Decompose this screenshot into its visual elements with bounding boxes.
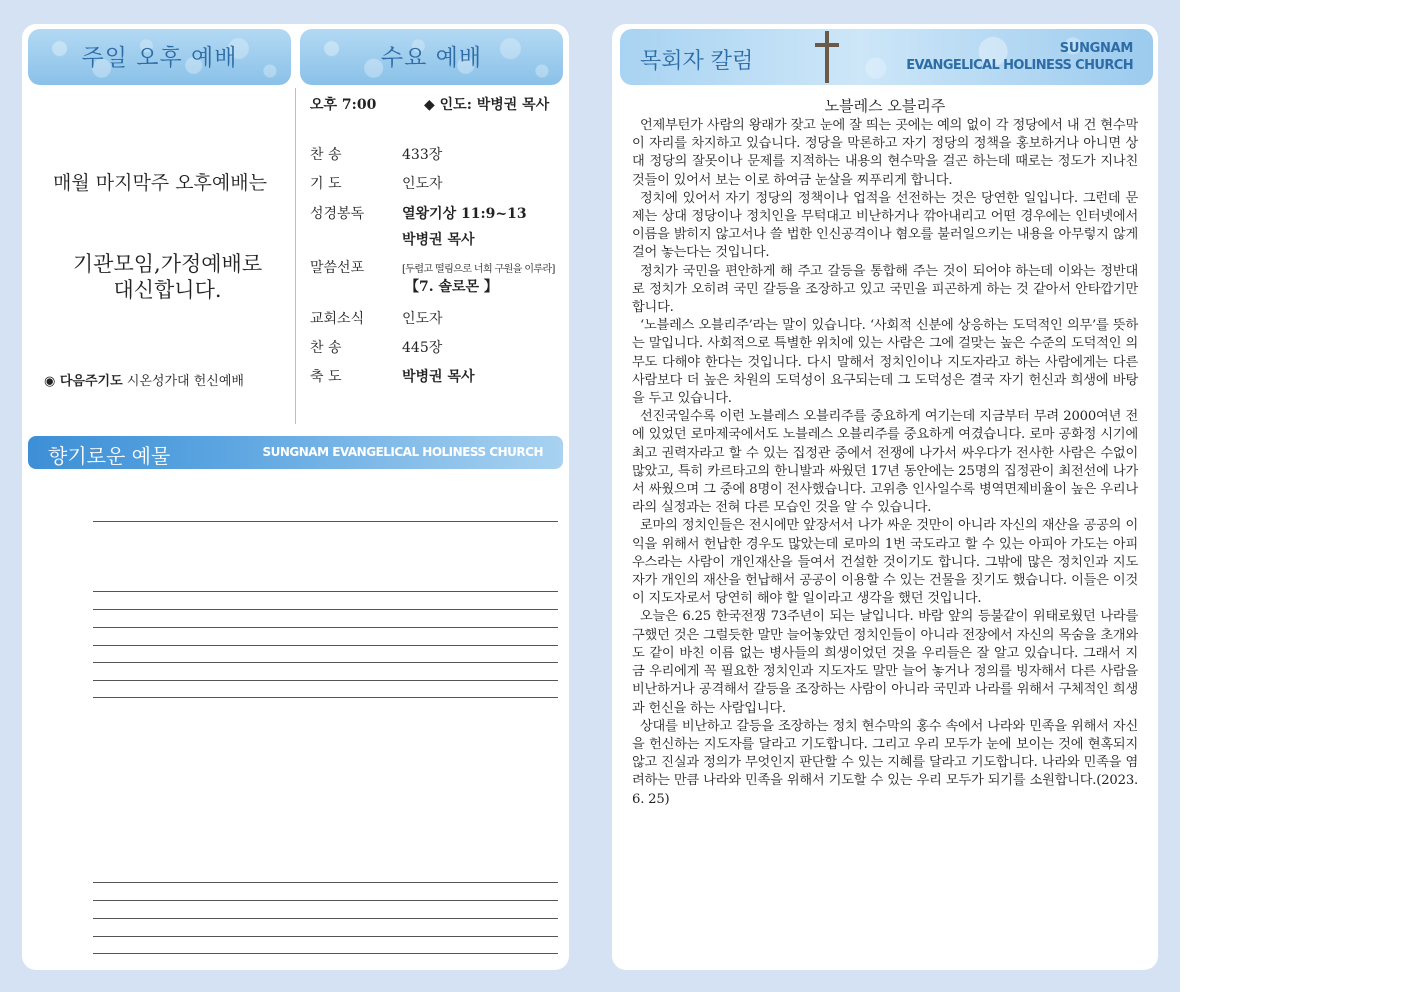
order-value: 433장 [402,147,443,163]
order-label: 교회소식 [310,311,365,327]
next-prayer-value: 시온성가대 헌신예배 [126,374,244,389]
sunday-pm-header [28,29,291,85]
sunday-pm-notice-line2a: 기관모임,가정예배로 [72,252,263,276]
order-value: 열왕기상 11:9~13 [402,206,527,222]
offering-line [93,953,558,954]
order-label: 축 도 [310,369,342,385]
offering-line [93,900,558,901]
order-label: 찬 송 [310,340,342,356]
wednesday-title: 수요 예배 [380,45,483,71]
cross-icon [813,31,841,83]
offering-line [93,882,558,883]
offering-line [93,936,558,937]
offering-header [28,436,563,469]
wednesday-leader: ◆ 인도: 박병권 목사 [424,97,550,113]
wednesday-time: 오후 7:00 [310,97,377,113]
column-church-line1: SUNGNAM [1059,41,1133,56]
column-church-line2: EVANGELICAL HOLINESS CHURCH [906,58,1133,73]
sunday-pm-title: 주일 오후 예배 [81,45,238,71]
offering-title: 향기로운 예물 [48,444,171,468]
order-label: 성경봉독 [310,206,365,222]
order-value: 인도자 [402,176,443,192]
order-label: 말씀선포 [310,260,365,276]
sermon-title: [두렵고 떨림으로 너희 구원을 이루라] [402,264,555,275]
wednesday-header [300,29,563,85]
offering-line [93,609,558,610]
column-paragraph: 오늘은 6.25 한국전쟁 73주년이 되는 날입니다. 바람 앞의 등불같이 위태로웠던 나라를 구했던 것은 그럴듯한 말만 늘어놓았던 정치인들이 아니라 전장에서 자신의 목숨을 초개와도 같이 바친 이름 없는 병사들의 희생이었던 것을 우리들은 잘 알고 있습니다. 그래서 지금 우리에게 꼭 필요한 정치인과 지도자도 말만 늘어 놓거나 정의를 빙자해서 다른 사람을 비난하거나 공격해서 갈등을 조장하는 사람이 아니라 국민과 나라를 위해서 구체적인 희생과 헌신을 하는 사람입니다. [632,609,1138,716]
next-prayer [44,370,244,389]
column-paragraph: 정치가 국민을 편안하게 해 주고 갈등을 통합해 주는 것이 되어야 하는데 이와는 정반대로 정치가 오히려 국민 갈등을 조장하고 있고 국민을 피곤하게 하는 것 같아서 안타깝기만 합니다. [632,263,1138,316]
offering-line [93,521,558,522]
order-value: 박병권 목사 [402,232,475,248]
next-prayer-label: ◉ 다음주기도 [44,374,123,389]
offering-church-name: SUNGNAM EVANGELICAL HOLINESS CHURCH [262,445,543,459]
column-paragraph: 선진국일수록 이런 노블레스 오블리주를 중요하게 여기는데 지금부터 무려 2000여년 전에 있었던 로마제국에서도 노블레스 오블리주를 중요하게 여겼습니다. 로마 공화정 시기에 최고 권력자라고 할 수 있는 집정관 중에서 전쟁에 나가서 싸우다가 전사한 사람은 수없이 많았고, 특히 카르타고의 한니발과 싸웠던 17년 동안에는 25명의 집정관이 최전선에 나가서 싸웠으며 그 중에 8명이 전사했습니다. 고위층 인사일수록 병역면제비율이 높은 우리나라의 실정과는 전혀 다른 모습인 것을 알 수 있습니다. [632,409,1138,516]
offering-line [93,645,558,646]
offering-line [93,697,558,698]
order-label: 찬 송 [310,147,342,163]
offering-line [93,680,558,681]
offering-line [93,918,558,919]
offering-line [93,662,558,663]
order-value: 445장 [402,340,443,356]
column-header [620,29,1153,85]
offering-line [93,591,558,592]
sermon-series: 【7. 솔로몬 】 [405,279,498,295]
column-body [632,117,1138,809]
column-paragraph: 상대를 비난하고 갈등을 조장하는 정치 현수막의 홍수 속에서 나라와 민족을 위해서 자신을 헌신하는 지도자를 달라고 기도합니다. 그리고 우리 모두가 눈에 보이는 것에 현혹되지 않고 진실과 정의가 무엇인지 판단할 수 있는 지혜를 달라고 기도합니다. 나라와 민족을 염려하는 만큼 나라와 민족을 위해서 기도할 수 있는 우리 모두가 되기를 소원합니다.(2023. 6. 25) [632,718,1138,807]
order-label: 기 도 [310,176,342,192]
column-paragraph: ‘노블레스 오블리주’라는 말이 있습니다. ‘사회적 신분에 상응하는 도덕적인 의무’를 뜻하는 말입니다. 사회적으로 특별한 위치에 있는 사람은 그에 걸맞는 높은 수준의 도덕적인 의무도 다해야 한다는 것입니다. 다시 말해서 정치인이나 지도자라고 하는 사람에게는 다른 사람보다 더 높은 차원의 도덕성이 요구되는데 그 도덕성은 결국 자기 헌신과 희생에 바탕을 두고 있습니다. [632,318,1138,407]
column-title: 목회자 칼럼 [640,49,754,74]
column-paragraph: 로마의 정치인들은 전시에만 앞장서서 나가 싸운 것만이 아니라 자신의 재산을 공공의 이익을 위해서 헌납한 경우도 많았는데 로마의 1번 국도라고 할 수 있는 아피아 가도는 아피우스라는 사람이 개인재산을 들여서 건설한 것이기도 합니다. 그밖에 많은 정치인과 지도자가 개인의 재산을 헌납해서 공공이 이용할 수 있는 건물을 짓기도 했습니다. 이들은 이것이 지도자로서 당연히 해야 할 일이라고 생각을 했던 것입니다. [632,518,1138,607]
column-paragraph: 정치에 있어서 자기 정당의 정책이나 업적을 선전하는 것은 당연한 일입니다. 그런데 문제는 상대 정당이나 정치인을 무턱대고 비난하거나 깎아내리고 어떤 경우에는 인터넷에서 이름을 밝히지 않고서나 쓸 법한 인신공격이나 혐오를 불러일으키는 내용을 아무렇지 않게 걸어 놓는다는 것입니다. [632,190,1138,261]
service-divider [295,88,296,424]
sunday-pm-notice-line2b: 대신합니다. [113,278,222,302]
sunday-pm-notice-line1: 매월 마지막주 오후예배는 [53,172,267,194]
offering-line [93,627,558,628]
order-value: 박병권 목사 [402,369,475,385]
order-value: 인도자 [402,311,443,327]
column-heading: 노블레스 오블리주 [824,97,946,115]
column-paragraph: 언제부턴가 사람의 왕래가 잦고 눈에 잘 띄는 곳에는 예의 없이 각 정당에서 내 건 현수막이 자리를 차지하고 있습니다. 정당을 막론하고 자기 정당의 정책을 홍보하거나 아니면 상대 정당의 잘못이나 문제를 지적하는 내용의 현수막을 걸곤 하는데 때로는 정도가 지나친 것들이 있어서 보는 이로 하여금 눈살을 찌푸리게 합니다. [632,118,1138,188]
